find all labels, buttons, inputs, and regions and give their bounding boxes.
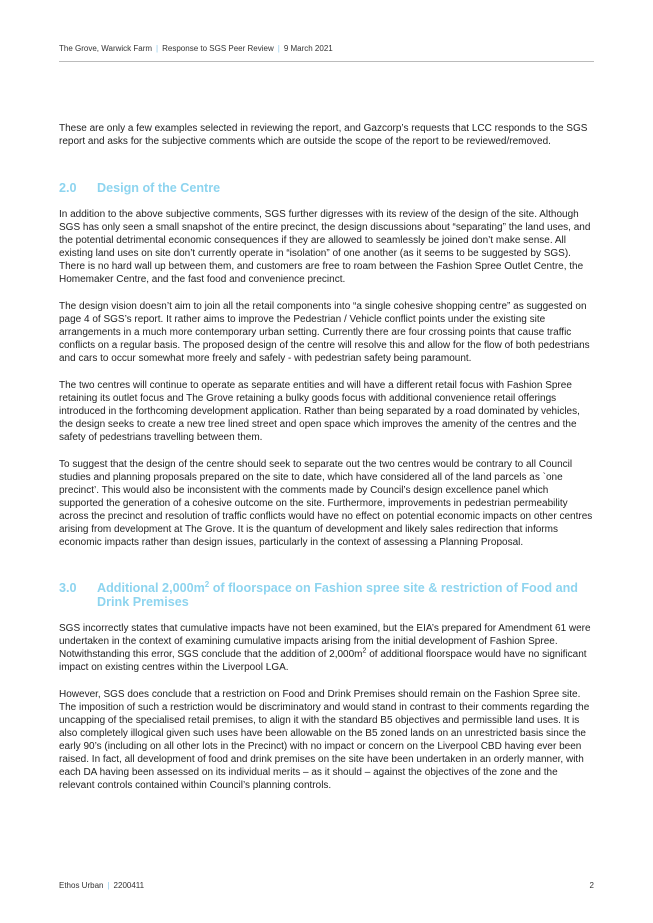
section-2-paragraph: In addition to the above subjective comments, SGS further digresses with its review of the design of the site. Although SGS has only seen a small snapshot of the entire precinct, the design discussions about “separating” the land uses, and the potential detrimental economic consequences if they are allowed to seamlessly be joined don’t make sense. All existing land uses on site don’t currently operate in “isolation” of one another (as it seems to be suggested by SGS). There is no hard wall up between them, and customers are free to roam between the Fashion Spree Outlet Centre, the Homemaker Centre, and the fast food and convenience precinct. (59, 209, 591, 285)
section-3-p1-after: of additional floorspace would have no significant impact on existing centres within the Liverpool LGA. (59, 649, 587, 673)
page-number: 2 (589, 881, 594, 890)
header-separator: | (277, 44, 280, 53)
footer-separator: | (107, 881, 110, 890)
section-3-title (97, 581, 594, 609)
footer-reference: 2200411 (113, 881, 145, 890)
page-header (59, 44, 594, 53)
section-3-title-superscript: 2 (204, 579, 210, 589)
section-3-paragraph: However, SGS does conclude that a restriction on Food and Drink Premises should remain on the Fashion Spree site. The imposition of such a restriction would be discriminatory and would stand in contrast to their comments regarding the uncapping of the specialised retail premises, to align it with the standard B5 objectives and permissible land uses. It is also completely illogical given such uses have been allowable on the B5 zoned lands on an unrestricted basis since the early 90’s (including on all other lots in the Precinct) with no impact or concern on the Liverpool CBD having ever been raised. In fact, all development of food and drink premises on the site have been undertaken in an orderly manner, with each DA having been assessed on its individual merits – as it should – against the objectives of the zone and the relevant controls contained within Council’s planning controls. (59, 689, 590, 791)
header-date: 9 March 2021 (283, 44, 333, 53)
header-divider (59, 61, 594, 62)
section-2-number: 2.0 (59, 181, 77, 195)
section-3-paragraph (59, 622, 594, 674)
header-document: Response to SGS Peer Review (162, 44, 274, 53)
page-footer (59, 881, 594, 890)
header-separator: | (156, 44, 159, 53)
document-body (59, 122, 594, 806)
section-3-number: 3.0 (59, 581, 77, 595)
intro-paragraph: These are only a few examples selected in reviewing the report, and Gazcorp’s requests that LCC responds to the SGS report and asks for the subjective comments which are outside the scope of the report to be reviewed/removed. (59, 123, 588, 147)
section-2-paragraph: To suggest that the design of the centre should seek to separate out the two centres would be contrary to all Council studies and planning proposals prepared on the site to date, which have considered all of the land parcels as `one precinct’. This would also be inconsistent with the comments made by Council’s design excellence panel which supported the generation of a cohesive outcome on the site. Furthermore, improvements in pedestrian permeability across the precinct and resolution of traffic conflicts would have no effect on potential economic impacts on other centres arising from development at The Grove. It is the quantum of development and likely sales redirection that informs economic impacts rather than design issues, particularly in the context of assessing a Planning Proposal. (59, 459, 593, 548)
section-2-paragraph: The design vision doesn’t aim to join all the retail components into “a single cohesive shopping centre” as suggested on page 4 of SGS’s report. It rather aims to improve the Pedestrian / Vehicle conflict points under the existing site arrangements in a much more contemporary urban setting. Currently there are four crossing points that cause traffic conflicts on a regular basis. The proposed design of the centre will resolve this and allow for the flow of both pedestrians and cars to occur somewhat more freely and safely - with pedestrian safety being paramount. (59, 301, 590, 364)
section-3-title-part2: of floorspace on Fashion spree site & restriction of Food and Drink Premises (97, 581, 578, 609)
header-project: The Grove, Warwick Farm (59, 44, 153, 53)
section-2-heading (59, 181, 594, 195)
section-3-p1-superscript: 2 (362, 647, 367, 655)
section-3-p1-before: SGS incorrectly states that cumulative impacts have not been examined, but the EIA’s prepared for Amendment 61 were undertaken in the context of examining cumulative impacts arising from the initial development of Fashion Spree. Notwithstanding this error, SGS conclude that the addition of 2,000m (59, 623, 591, 660)
section-3-title-part1: Additional 2,000m (97, 581, 205, 595)
footer-company: Ethos Urban (59, 881, 104, 890)
section-2-paragraph: The two centres will continue to operate as separate entities and will have a different retail focus with Fashion Spree retaining its outlet focus and The Grove retaining a bulky goods focus with additional convenience retail offerings introduced in the forthcoming development application. Rather than being separated by a road dominated by vehicles, the design seeks to create a new tree lined street and open space which improves the amenity of the centres and the safety of pedestrians travelling between them. (59, 380, 580, 443)
section-2-title: Design of the Centre (97, 181, 221, 195)
section-3-heading (59, 581, 594, 609)
